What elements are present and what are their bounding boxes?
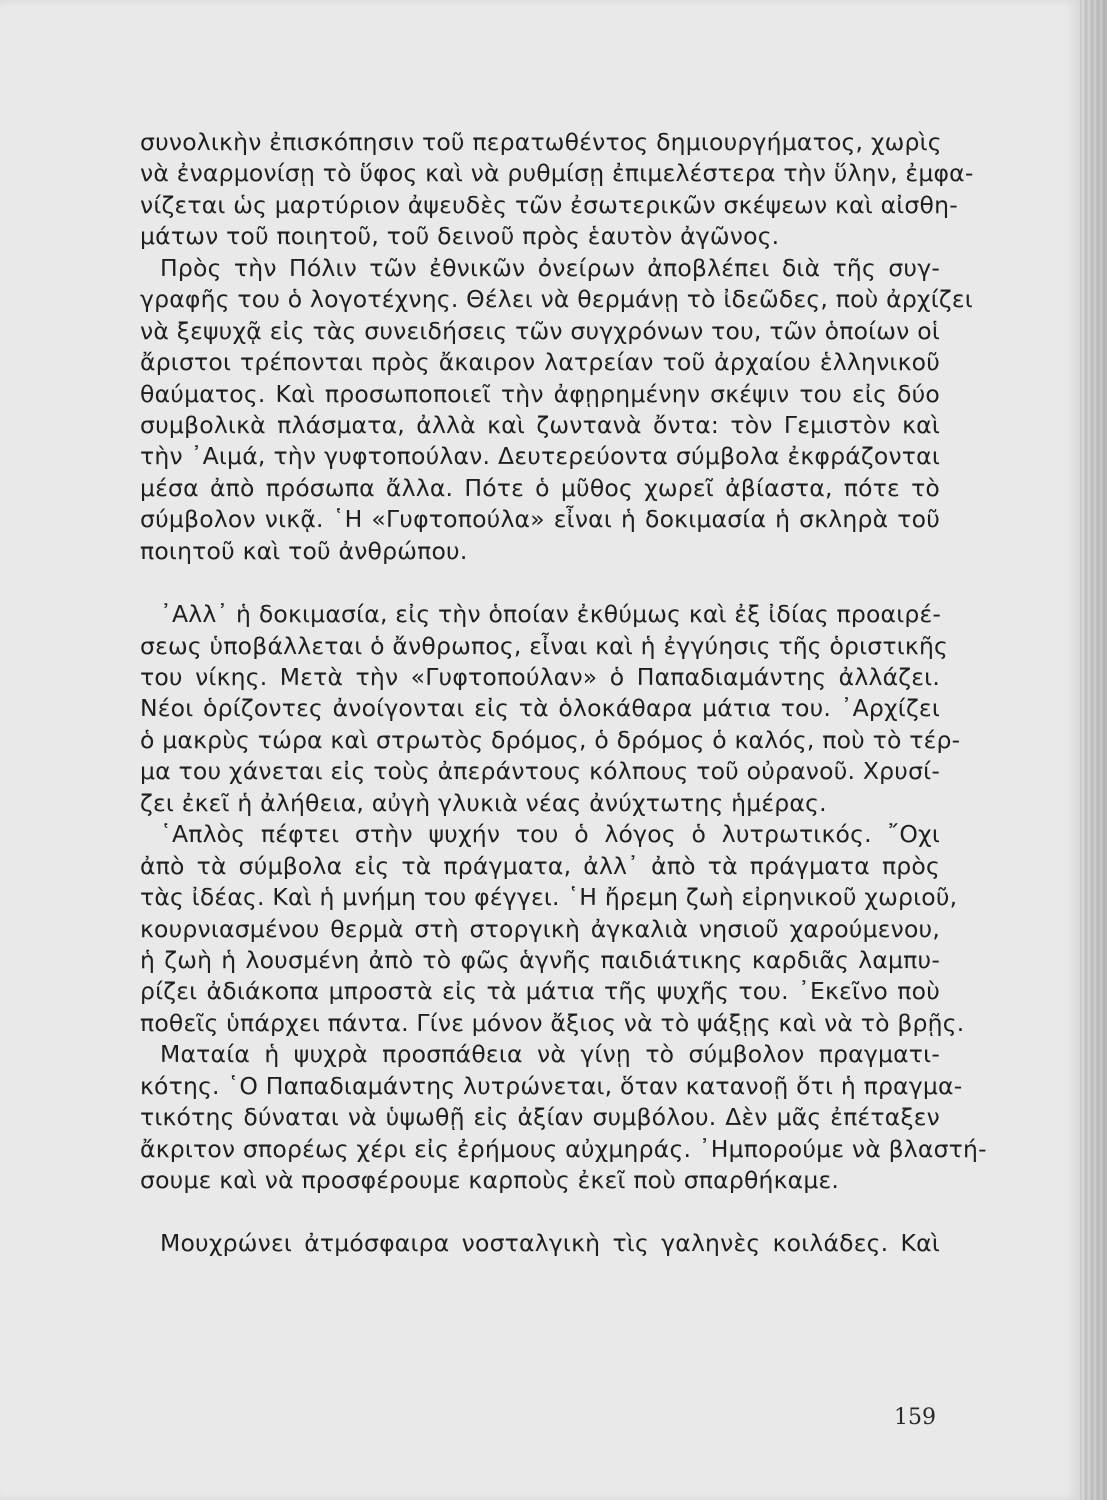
paragraph [140, 253, 973, 567]
text-line: ᾿Αλλ᾿ ἡ δοκιμασία, εἰς τὴν ὁποίαν ἐκθύμως καὶ ἐξ ἰδίας προαιρέ- [160, 600, 942, 629]
text-line: νὰ ἐναρμονίσῃ τὸ ὕφος καὶ νὰ ρυθμίσῃ ἐπιμελέστερα τὴν ὕλην, ἐμφα- [140, 159, 974, 188]
text-line: τὰς ἰδέας. Καὶ ἡ μνήμη του φέγγει. ῾Η ἤρεμη ζωὴ εἰρηνικοῦ χωριοῦ, [140, 883, 958, 912]
page-number: 159 [894, 1405, 936, 1430]
text-line: ζει ἐκεῖ ἡ ἀλήθεια, αὐγὴ γλυκιὰ νέας ἀνύχτωτης ἡμέρας. [140, 788, 827, 817]
body-text [140, 127, 987, 1260]
text-line: σεως ὑποβάλλεται ὁ ἄνθρωπος, εἶναι καὶ ἡ ἐγγύησις τῆς ὁριστικῆς [140, 631, 949, 660]
text-line: Νέοι ὁρίζοντες ἀνοίγονται εἰς τὰ ὁλοκάθαρα μάτια του. ᾿Αρχίζει [140, 694, 940, 723]
text-line: κότης. ῾Ο Παπαδιαμάντης λυτρώνεται, ὅταν κατανοῇ ὅτι ἡ πραγμα- [140, 1071, 963, 1100]
paragraph [140, 819, 965, 1039]
text-line: νίζεται ὡς μαρτύριον ἀψευδὲς τῶν ἐσωτερικῶν σκέψεων καὶ αἰσθη- [140, 190, 958, 219]
text-line: ἡ ζωὴ ἡ λουσμένη ἀπὸ τὸ φῶς ἁγνῆς παιδιάτικης καρδιᾶς λαμπυ- [140, 945, 940, 974]
text-line: ἀπὸ τὰ σύμβολα εἰς τὰ πράγματα, ἀλλ᾿ ἀπὸ τὰ πράγματα πρὸς [140, 851, 940, 880]
text-line: τὴν ᾿Αιμά, τὴν γυφτοπούλαν. Δευτερεύοντα σύμβολα ἐκφράζονται [140, 442, 940, 471]
text-line: ποιητοῦ καὶ τοῦ ἀνθρώπου. [140, 536, 468, 565]
text-line: κουρνιασμένου θερμὰ στὴ στοργικὴ ἀγκαλιὰ νησιοῦ χαρούμενου, [140, 914, 940, 943]
paragraph [140, 127, 974, 253]
paragraph-gap [140, 1196, 940, 1228]
text-line: μέσα ἀπὸ πρόσωπα ἄλλα. Πότε ὁ μῦθος χωρεῖ ἀβίαστα, πότε τὸ [140, 473, 940, 502]
text-line: γραφῆς του ὁ λογοτέχνης. Θέλει νὰ θερμάνῃ τὸ ἰδεῶδες, ποὺ ἀρχίζει [140, 285, 973, 314]
text-line: ἄριστοι τρέπονται πρὸς ἄκαιρον λατρείαν τοῦ ἀρχαίου ἑλληνικοῦ [140, 348, 940, 377]
paragraph [140, 599, 961, 819]
text-line: ῾Απλὸς πέφτει στὴν ψυχήν του ὁ λόγος ὁ λυτρωτικός. ῎Οχι [160, 820, 940, 849]
text-line: θαύματος. Καὶ προσωποποιεῖ τὴν ἀφῃρημένην σκέψιν του εἰς δύο [140, 379, 940, 408]
text-line: Πρὸς τὴν Πόλιν τῶν ἐθνικῶν ὀνείρων ἀποβλέπει διὰ τῆς συγ- [160, 253, 940, 282]
text-line: του νίκης. Μετὰ τὴν «Γυφτοπούλαν» ὁ Παπαδιαμάντης ἀλλάζει. [140, 663, 940, 691]
text-line: Ματαία ἡ ψυχρὰ προσπάθεια νὰ γίνῃ τὸ σύμβολον πραγματι- [160, 1040, 940, 1069]
text-line: τικότης δύναται νὰ ὑψωθῇ εἰς ἀξίαν συμβόλου. Δὲν μᾶς ἐπέταξεν [140, 1103, 940, 1132]
paragraph [140, 1228, 940, 1259]
text-line: σουμε καὶ νὰ προσφέρουμε καρποὺς ἐκεῖ ποὺ σπαρθήκαμε. [140, 1166, 840, 1194]
text-line: νὰ ξεψυχᾷ εἰς τὰς συνειδήσεις τῶν συγχρόνων του, τῶν ὁποίων οἱ [140, 316, 940, 345]
text-line: Μουχρώνει ἀτμόσφαιρα νοσταλγικὴ τὶς γαληνὲς κοιλάδες. Καὶ [160, 1229, 940, 1258]
text-line: ἄκριτον σπορέως χέρι εἰς ἐρήμους αὐχμηράς. ᾿Ημπορούμε νὰ βλαστή- [140, 1134, 987, 1163]
text-line: σύμβολον νικᾷ. ῾Η «Γυφτοπούλα» εἶναι ἡ δοκιμασία ἡ σκληρὰ τοῦ [140, 505, 940, 534]
text-line: συνολικὴν ἐπισκόπησιν τοῦ περατωθέντος δημιουργήματος, χωρὶς [140, 128, 942, 156]
text-line: συμβολικὰ πλάσματα, ἀλλὰ καὶ ζωντανὰ ὄντα: τὸν Γεμιστὸν καὶ [140, 410, 940, 439]
paragraph [140, 1039, 987, 1196]
text-line: μα του χάνεται εἰς τοὺς ἀπεράντους κόλπους τοῦ οὐρανοῦ. Χρυσί- [140, 757, 940, 786]
paragraph-gap [140, 567, 940, 599]
text-line: ὁ μακρὺς τώρα καὶ στρωτὸς δρόμος, ὁ δρόμος ὁ καλός, ποὺ τὸ τέρ- [140, 725, 961, 754]
text-line: ποθεῖς ὑπάρχει πάντα. Γίνε μόνον ἄξιος νὰ τὸ ψάξῃς καὶ νὰ τὸ βρῇς. [140, 1008, 965, 1037]
text-line: ρίζει ἀδιάκοπα μπροστὰ εἰς τὰ μάτια τῆς ψυχῆς του. ᾿Εκεῖνο ποὺ [140, 977, 940, 1006]
text-line: μάτων τοῦ ποιητοῦ, τοῦ δεινοῦ πρὸς ἑαυτὸν ἀγῶνος. [140, 222, 780, 251]
page-edges [1080, 0, 1107, 1500]
